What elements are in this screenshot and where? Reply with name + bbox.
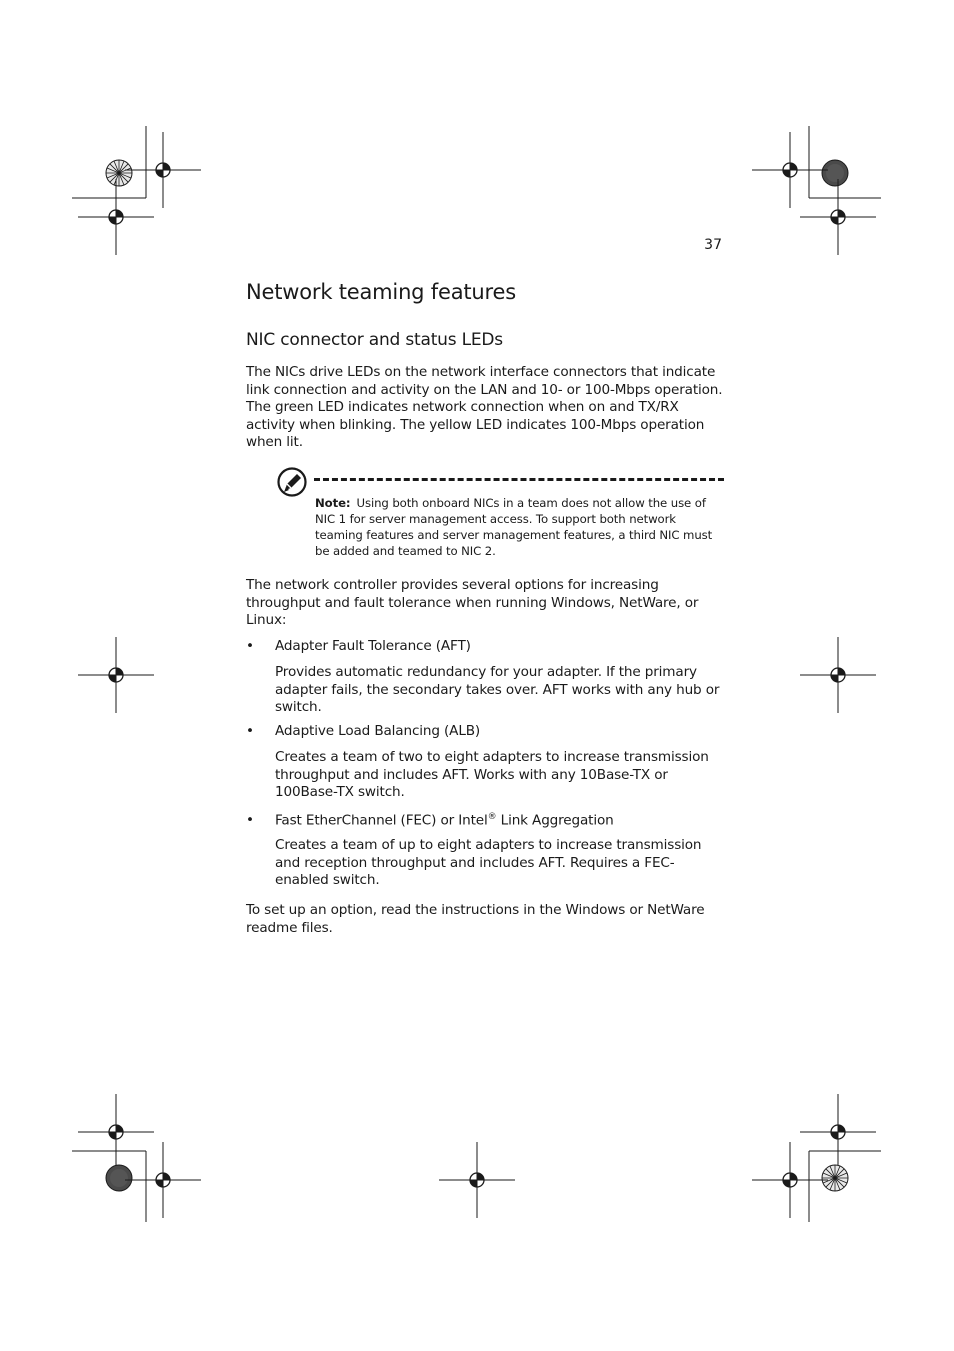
list-bullet: • xyxy=(246,812,255,828)
list-item-description-alb: Creates a team of two to eight adapters to increase transmission throughput and includes AFT. Works with any 10Base-TX or 100Base-TX switch. xyxy=(275,749,709,801)
list-item-description-fec: Creates a team of up to eight adapters to increase transmission and reception throughput and includes AFT. Requires a FEC-enabled switch. xyxy=(275,837,702,889)
note-pencil-icon xyxy=(276,466,308,498)
list-item-description-aft: Provides automatic redundancy for your adapter. If the primary adapter fails, the secondary takes over. AFT works with any hub or switch. xyxy=(275,664,720,716)
note-divider xyxy=(314,478,724,481)
list-item-title-fec xyxy=(275,812,614,829)
page-title: Network teaming features xyxy=(246,280,516,304)
note-body: Using both onboard NICs in a team does not allow the use of NIC 1 for server management access. To support both network teaming features and server management features, a third NIC must be added and teamed to NIC 2. xyxy=(315,496,713,558)
list-item-title-fec-part1: Fast EtherChannel (FEC) or Intel xyxy=(275,812,488,829)
list-bullet: • xyxy=(246,723,255,739)
list-bullet: • xyxy=(246,638,255,654)
registered-mark: ® xyxy=(487,812,497,822)
page-number: 37 xyxy=(704,237,722,253)
list-item-title-aft: Adapter Fault Tolerance (AFT) xyxy=(275,638,471,654)
section-heading: NIC connector and status LEDs xyxy=(246,330,503,350)
note-text xyxy=(315,495,720,559)
list-item-title-fec-part2: Link Aggregation xyxy=(496,812,614,829)
list-item-title-alb: Adaptive Load Balancing (ALB) xyxy=(275,723,481,739)
options-intro-paragraph: The network controller provides several options for increasing throughput and fault tolerance when running Windows, NetWare, or Linux: xyxy=(246,577,699,629)
closing-paragraph: To set up an option, read the instructions in the Windows or NetWare readme files. xyxy=(246,902,705,936)
intro-paragraph: The NICs drive LEDs on the network interface connectors that indicate link connection and activity on the LAN and 10- or 100-Mbps operation. The green LED indicates network connection when on and TX/RX activity when blinking. The yellow LED indicates 100-Mbps operation when lit. xyxy=(246,364,723,451)
note-label: Note: xyxy=(315,496,351,510)
